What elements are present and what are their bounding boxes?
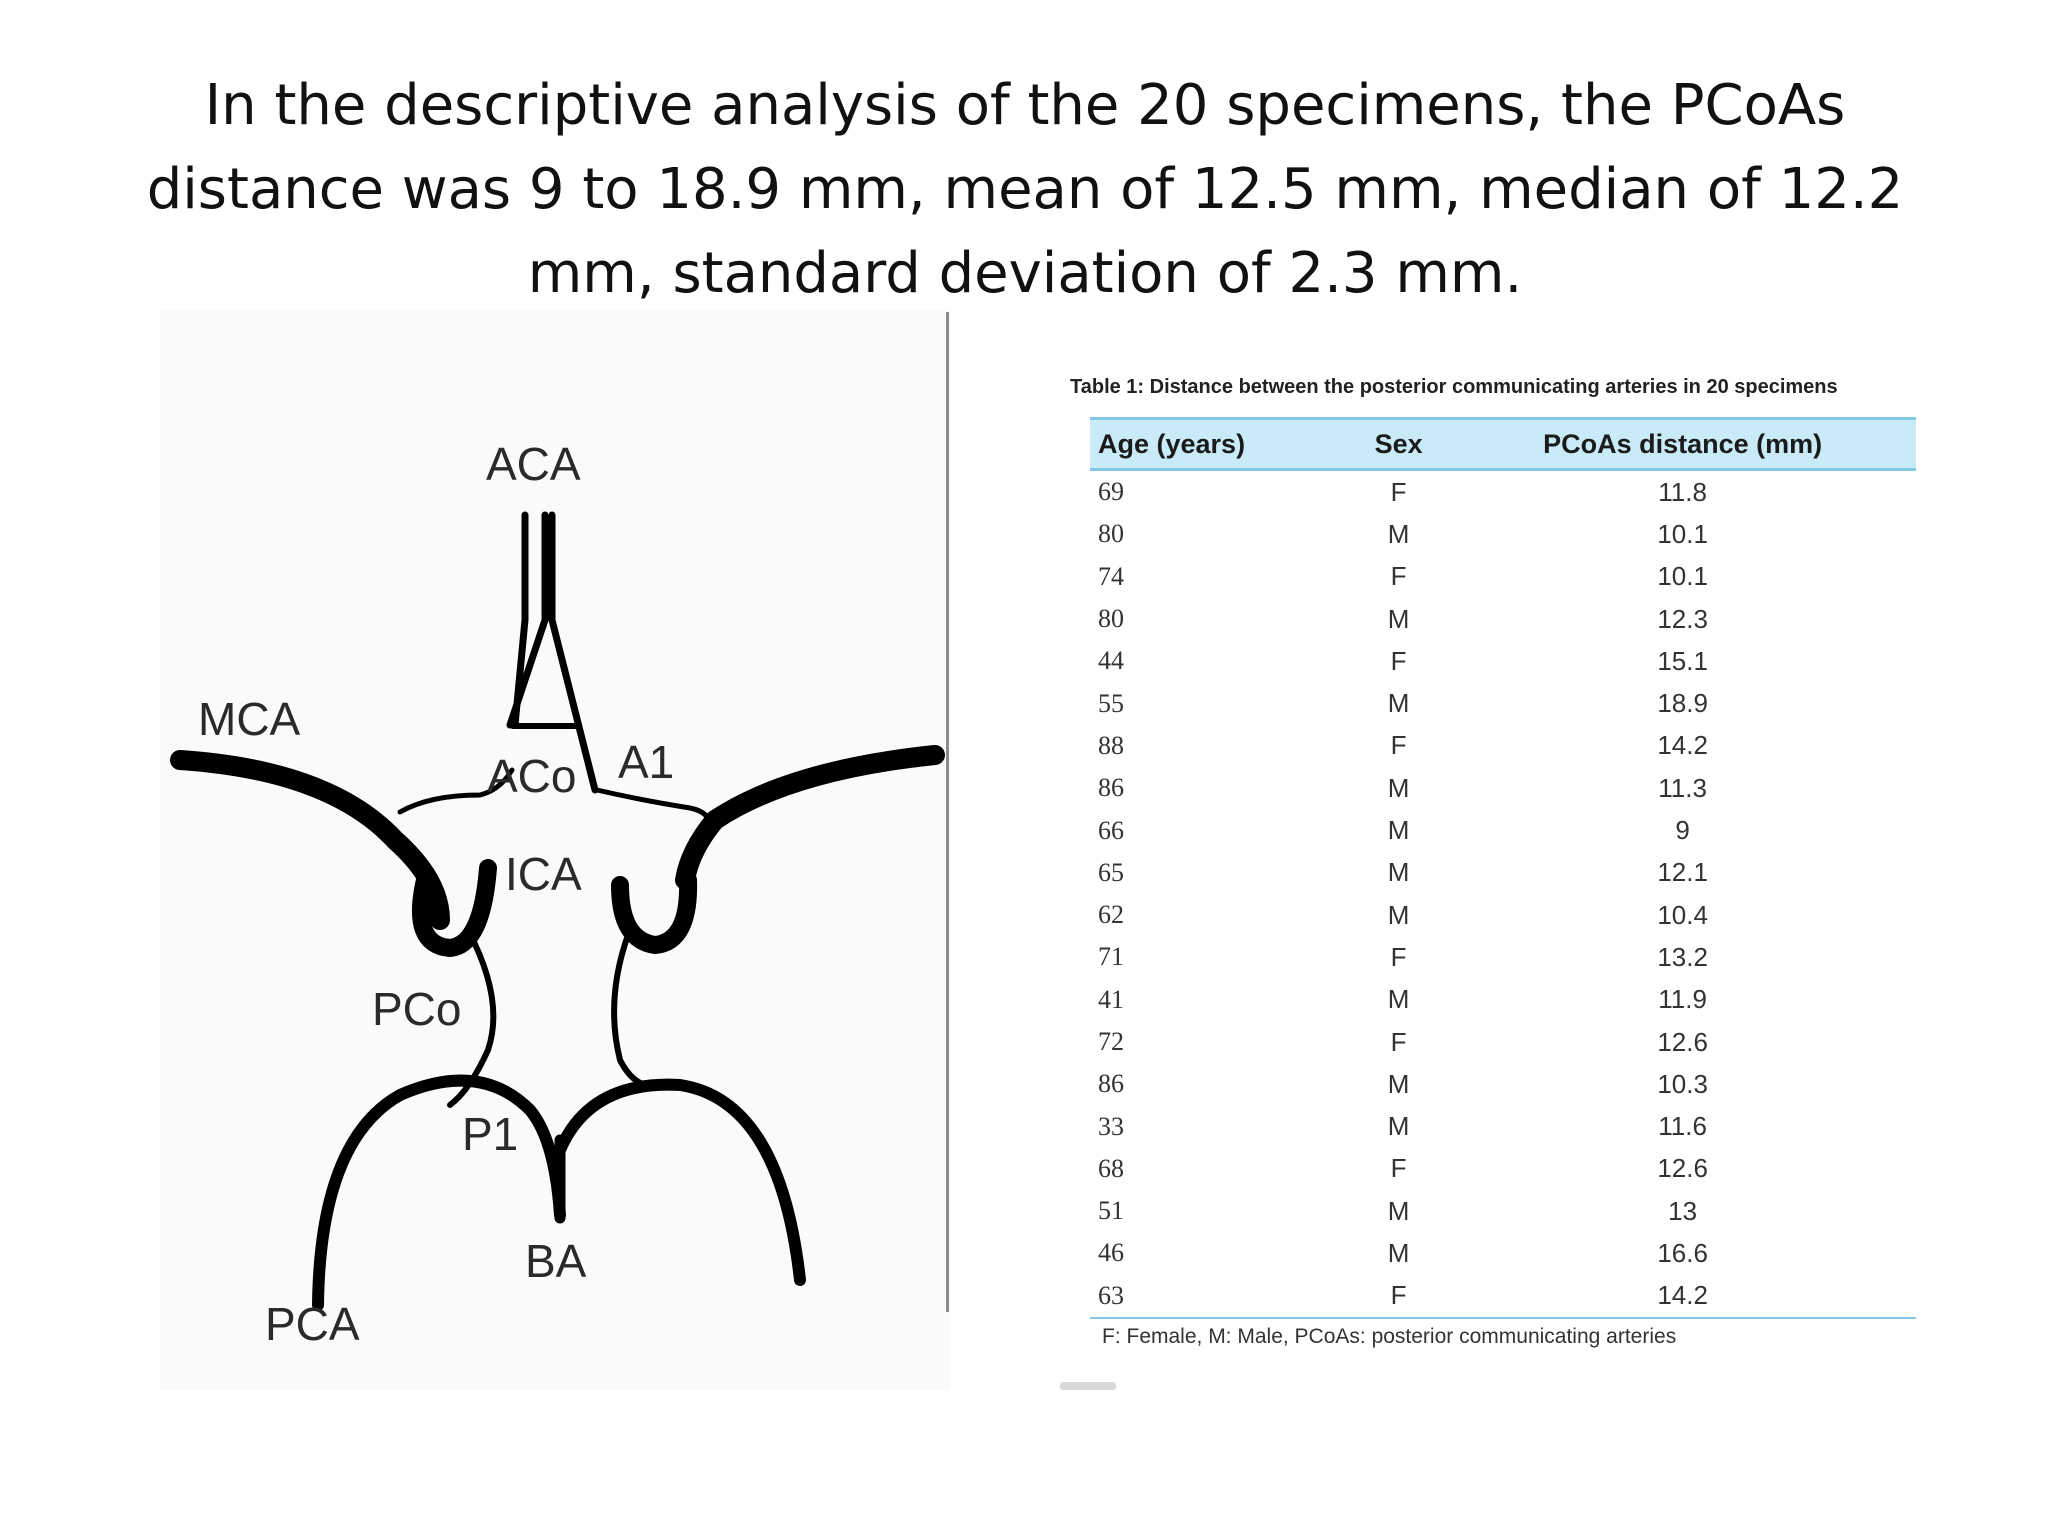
cell-distance: 12.1 xyxy=(1657,857,1708,888)
cell-distance: 12.6 xyxy=(1657,1153,1708,1184)
cell-age: 86 xyxy=(1098,1069,1124,1099)
table-footnote: F: Female, M: Male, PCoAs: posterior communicating arteries xyxy=(1102,1324,1677,1348)
cell-age: 46 xyxy=(1098,1238,1124,1268)
table-row xyxy=(1090,556,1916,598)
cell-age: 55 xyxy=(1098,688,1124,718)
pca-right-arc xyxy=(560,1085,800,1280)
table-row xyxy=(1090,513,1916,555)
cell-age: 66 xyxy=(1098,815,1124,845)
cell-distance: 11.3 xyxy=(1658,772,1707,803)
pca-left-arc xyxy=(318,1081,560,1305)
table-row xyxy=(1090,1148,1916,1190)
table-body xyxy=(1090,470,1916,1318)
cell-sex: M xyxy=(1387,857,1410,888)
scrollbar-stub xyxy=(1060,1382,1116,1390)
cell-sex: F xyxy=(1390,1153,1407,1184)
table-row xyxy=(1090,725,1916,767)
column-header-distance: PCoAs distance (mm) xyxy=(1449,419,1916,470)
cell-distance: 11.8 xyxy=(1658,476,1707,507)
cell-sex: M xyxy=(1387,1195,1410,1226)
cell-age: 80 xyxy=(1098,604,1124,634)
table-row xyxy=(1090,1232,1916,1274)
cell-sex: M xyxy=(1387,815,1410,846)
table-row xyxy=(1090,1275,1916,1318)
cell-age: 65 xyxy=(1098,857,1124,887)
cell-distance: 11.6 xyxy=(1658,1111,1707,1142)
table-row xyxy=(1090,936,1916,978)
table-row xyxy=(1090,1063,1916,1105)
cell-sex: F xyxy=(1390,476,1407,507)
cell-distance: 13.2 xyxy=(1657,941,1708,972)
cell-distance: 9 xyxy=(1675,815,1690,846)
distance-table xyxy=(1090,417,1916,1319)
cell-sex: M xyxy=(1387,518,1410,549)
table-row xyxy=(1090,1105,1916,1147)
cell-distance: 10.4 xyxy=(1657,899,1708,930)
cell-age: 71 xyxy=(1098,942,1124,972)
cell-distance: 18.9 xyxy=(1657,688,1708,719)
table-row xyxy=(1090,767,1916,809)
pco-right-vessel xyxy=(614,935,645,1085)
circle-of-willis-diagram xyxy=(0,0,960,1400)
cell-age: 80 xyxy=(1098,519,1124,549)
distance-table-block xyxy=(1070,376,1950,1349)
cell-age: 33 xyxy=(1098,1111,1124,1141)
cell-sex: F xyxy=(1390,645,1407,676)
cell-distance: 12.6 xyxy=(1657,1026,1708,1057)
aca-vessel-right xyxy=(552,515,595,790)
cell-age: 44 xyxy=(1098,646,1124,676)
cell-distance: 14.2 xyxy=(1449,1275,1916,1318)
cell-sex: M xyxy=(1387,984,1410,1015)
label-ba: BA xyxy=(525,1235,587,1287)
mca-left-vessel xyxy=(180,760,440,920)
table-row xyxy=(1090,809,1916,851)
cell-sex: M xyxy=(1387,1111,1410,1142)
table-row xyxy=(1090,598,1916,640)
cell-distance: 10.3 xyxy=(1657,1068,1708,1099)
cell-age: 72 xyxy=(1098,1027,1124,1056)
cell-distance: 12.3 xyxy=(1657,603,1708,634)
cell-sex: F xyxy=(1390,1026,1407,1057)
label-ica: ICA xyxy=(505,848,582,900)
table-row xyxy=(1090,979,1916,1021)
cell-distance: 11.9 xyxy=(1658,984,1707,1015)
cell-sex: M xyxy=(1387,603,1410,634)
table-row xyxy=(1090,470,1916,514)
cell-sex: F xyxy=(1348,1275,1449,1318)
cell-age: 41 xyxy=(1098,984,1124,1014)
cell-distance: 15.1 xyxy=(1657,645,1708,676)
cell-age: 69 xyxy=(1098,477,1124,507)
column-header-sex: Sex xyxy=(1348,419,1449,470)
label-pca: PCA xyxy=(265,1298,360,1350)
mca-right-vessel xyxy=(685,755,935,880)
cell-sex: M xyxy=(1387,1237,1410,1268)
cell-sex: F xyxy=(1390,730,1407,761)
label-p1: P1 xyxy=(462,1108,519,1160)
label-pco: PCo xyxy=(372,983,462,1035)
table-row xyxy=(1090,894,1916,936)
label-a1: A1 xyxy=(618,736,675,788)
cell-sex: M xyxy=(1387,772,1410,803)
cell-sex: M xyxy=(1387,1068,1410,1099)
cell-distance: 13 xyxy=(1668,1195,1698,1226)
cell-sex: F xyxy=(1390,561,1407,592)
cell-sex: F xyxy=(1390,941,1407,972)
cell-distance: 10.1 xyxy=(1657,518,1708,549)
cell-distance: 14.2 xyxy=(1657,730,1708,761)
table-row xyxy=(1090,682,1916,724)
cell-age: 68 xyxy=(1098,1153,1124,1183)
cell-age: 86 xyxy=(1098,773,1124,803)
cell-sex: M xyxy=(1387,899,1410,930)
slide-title: In the descriptive analysis of the 20 specimens, the PCoAs distance was 9 to 18.9 mm, mean of 12.5 mm, median of 12.2 mm, standard deviation of 2.3 mm. xyxy=(146,73,1904,306)
column-header-age: Age (years) xyxy=(1090,419,1348,470)
table-header-row xyxy=(1090,419,1916,470)
cell-sex: M xyxy=(1387,688,1410,719)
table-row xyxy=(1090,852,1916,894)
a1-right-vessel xyxy=(597,790,712,828)
cell-age: 62 xyxy=(1098,900,1124,930)
cell-age: 63 xyxy=(1090,1275,1348,1318)
cell-distance: 16.6 xyxy=(1657,1237,1708,1268)
table-row xyxy=(1090,1021,1916,1063)
table-caption: Table 1: Distance between the posterior communicating arteries in 20 specimens xyxy=(1070,376,1838,398)
cell-distance: 10.1 xyxy=(1657,561,1708,592)
cell-age: 51 xyxy=(1098,1196,1124,1226)
cell-age: 74 xyxy=(1098,561,1124,591)
table-row xyxy=(1090,1190,1916,1232)
label-aca: ACA xyxy=(486,438,581,490)
label-aco: ACo xyxy=(487,750,577,802)
cell-age: 88 xyxy=(1098,730,1124,760)
label-mca: MCA xyxy=(198,693,301,745)
table-row xyxy=(1090,640,1916,682)
